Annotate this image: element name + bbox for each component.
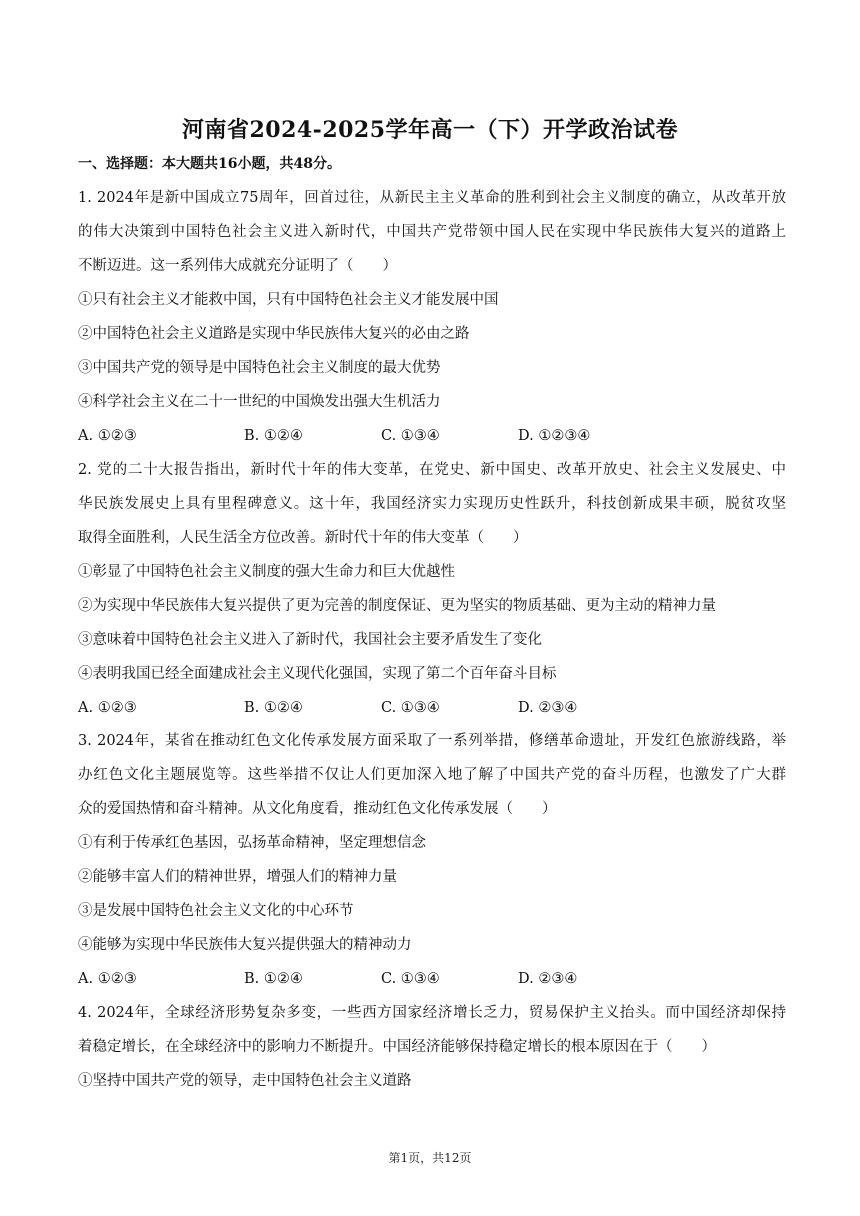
page-title: 河南省2024-2025学年高一（下）开学政治试卷 xyxy=(181,117,679,143)
page-footer: 第1页，共12页 xyxy=(388,1151,472,1165)
option-c: C. ①③④ xyxy=(381,428,440,444)
section-heading: 一、选择题：本大题共16小题，共48分。 xyxy=(78,156,341,172)
question-stem-line: 华民族发展史上具有里程碑意义。这十年，我国经济实力实现历史性跃升，科技创新成果丰硕，脱贫攻坚 xyxy=(78,496,786,512)
option-a: A. ①②③ xyxy=(78,700,137,716)
question-stem-line: 2. 党的二十大报告指出，新时代十年的伟大变革，在党史、新中国史、改革开放史、社会主义发展史、中 xyxy=(78,462,786,478)
option-d: D. ①②③④ xyxy=(518,428,591,444)
statement: ④表明我国已经全面建成社会主义现代化强国，实现了第二个百年奋斗目标 xyxy=(78,666,557,682)
option-b: B. ①②④ xyxy=(244,971,303,987)
statement: ②为实现中华民族伟大复兴提供了更为完善的制度保证、更为坚实的物质基础、更为主动的精神力量 xyxy=(78,598,716,614)
option-b: B. ①②④ xyxy=(244,428,303,444)
option-c: C. ①③④ xyxy=(381,971,440,987)
statement: ④科学社会主义在二十一世纪的中国焕发出强大生机活力 xyxy=(78,394,441,410)
option-b: B. ①②④ xyxy=(244,700,303,716)
question-stem-line: 取得全面胜利，人民生活全方位改善。新时代十年的伟大变革（ ） xyxy=(78,530,528,546)
option-c: C. ①③④ xyxy=(381,700,440,716)
statement: ①坚持中国共产党的领导，走中国特色社会主义道路 xyxy=(78,1073,412,1089)
question-stem-line: 办红色文化主题展览等。这些举措不仅让人们更加深入地了解了中国共产党的奋斗历程，也激发了广大群 xyxy=(78,767,786,783)
option-d: D. ②③④ xyxy=(518,971,578,987)
statement: ①只有社会主义才能救中国，只有中国特色社会主义才能发展中国 xyxy=(78,292,499,308)
option-d: D. ②③④ xyxy=(518,700,578,716)
question-stem-line: 4. 2024年，全球经济形势复杂多变，一些西方国家经济增长乏力，贸易保护主义抬头。而中国经济却保持 xyxy=(78,1005,786,1021)
question-stem-line: 众的爱国热情和奋斗精神。从文化角度看，推动红色文化传承发展（ ） xyxy=(78,801,557,817)
statement: ③中国共产党的领导是中国特色社会主义制度的最大优势 xyxy=(78,360,441,376)
statement: ②中国特色社会主义道路是实现中华民族伟大复兴的必由之路 xyxy=(78,326,470,342)
statement: ③是发展中国特色社会主义文化的中心环节 xyxy=(78,903,354,919)
statement: ③意味着中国特色社会主义进入了新时代，我国社会主要矛盾发生了变化 xyxy=(78,632,542,648)
option-a: A. ①②③ xyxy=(78,971,137,987)
statement: ②能够丰富人们的精神世界，增强人们的精神力量 xyxy=(78,869,397,885)
question-stem-line: 3. 2024年，某省在推动红色文化传承发展方面采取了一系列举措，修缮革命遗址，开发红色旅游线路，举 xyxy=(78,733,786,749)
statement: ④能够为实现中华民族伟大复兴提供强大的精神动力 xyxy=(78,937,412,953)
statement: ①有利于传承红色基因，弘扬革命精神，坚定理想信念 xyxy=(78,835,426,851)
question-stem-line: 1. 2024年是新中国成立75周年，回首过往，从新民主主义革命的胜利到社会主义制度的确立，从改革开放 xyxy=(78,190,786,206)
option-a: A. ①②③ xyxy=(78,428,137,444)
question-stem-line: 不断迈进。这一系列伟大成就充分证明了（ ） xyxy=(78,258,397,274)
statement: ①彰显了中国特色社会主义制度的强大生命力和巨大优越性 xyxy=(78,564,455,580)
question-stem-line: 着稳定增长，在全球经济中的影响力不断提升。中国经济能够保持稳定增长的根本原因在于（ ） xyxy=(78,1039,716,1055)
question-stem-line: 的伟大决策到中国特色社会主义进入新时代，中国共产党带领中国人民在实现中华民族伟大复兴的道路上 xyxy=(78,224,786,240)
